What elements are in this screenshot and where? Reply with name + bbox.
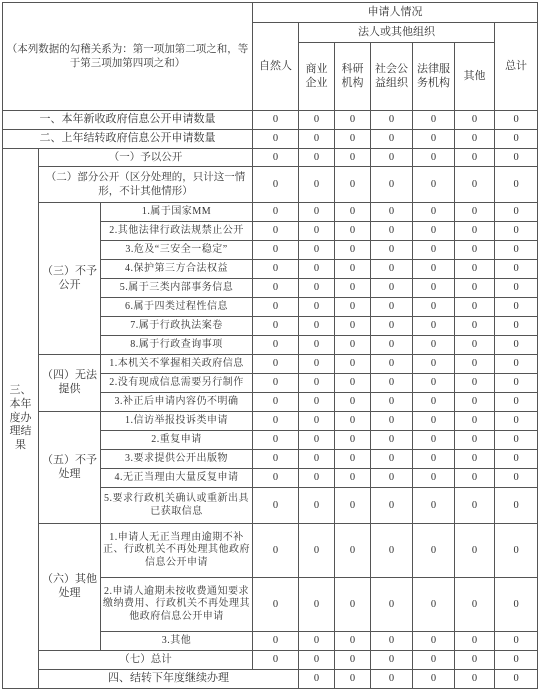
- cell-value: 0: [335, 578, 371, 632]
- table-row: [3, 524, 538, 578]
- cell-value: 0: [495, 412, 538, 431]
- cell-value: 0: [335, 317, 371, 336]
- cell-value: 0: [495, 355, 538, 374]
- cell-value: 0: [413, 130, 455, 149]
- cell-value: 0: [371, 670, 413, 689]
- cell-value: 0: [371, 393, 413, 412]
- cell-value: 0: [253, 298, 299, 317]
- cell-value: 0: [335, 524, 371, 578]
- cell-value: 0: [335, 651, 371, 670]
- cell-value: 0: [455, 355, 495, 374]
- cell-value: 0: [253, 241, 299, 260]
- cell-value: 0: [335, 241, 371, 260]
- cell-value: 0: [253, 412, 299, 431]
- subitem: 3.补正后申请内容仍不明确: [101, 393, 253, 412]
- cell-value: 0: [335, 279, 371, 298]
- cell-value: 0: [413, 393, 455, 412]
- col-public-welfare: 社会公益组织: [371, 43, 413, 111]
- cell-value: 0: [455, 524, 495, 578]
- cell-value: 0: [495, 670, 538, 689]
- cell-value: 0: [413, 412, 455, 431]
- col-other: 其他: [455, 43, 495, 111]
- cell-value: 0: [413, 203, 455, 222]
- cell-value: 0: [371, 149, 413, 167]
- cell-value: 0: [455, 450, 495, 469]
- cell-value: 0: [455, 317, 495, 336]
- subitem: 1.属于国家MM: [101, 203, 253, 222]
- cell-value: 0: [413, 524, 455, 578]
- cell-value: 0: [495, 524, 538, 578]
- header-note: （本列数据的勾稽关系为：第一项加第二项之和，等于第三项加第四项之和）: [3, 3, 253, 111]
- cell-value: 0: [413, 355, 455, 374]
- cell-value: 0: [495, 203, 538, 222]
- subitem: 4.无正当理由大量反复申请: [101, 469, 253, 488]
- cell-value: 0: [371, 241, 413, 260]
- cell-value: 0: [335, 336, 371, 355]
- cell-value: 0: [253, 450, 299, 469]
- cell-value: 0: [455, 222, 495, 241]
- cell-value: 0: [455, 298, 495, 317]
- cell-value: 0: [299, 670, 335, 689]
- cell-value: 0: [299, 149, 335, 167]
- cell-value: 0: [371, 222, 413, 241]
- row-carried-requests: 二、上年结转政府信息公开申请数量: [3, 130, 253, 149]
- cell-value: 0: [335, 431, 371, 450]
- cell-value: 0: [413, 431, 455, 450]
- cell-value: 0: [253, 130, 299, 149]
- cell-value: 0: [413, 111, 455, 130]
- cell-value: 0: [253, 374, 299, 393]
- cell-value: 0: [371, 412, 413, 431]
- cell-value: 0: [253, 632, 299, 651]
- cell-value: 0: [371, 279, 413, 298]
- cell-value: 0: [253, 488, 299, 524]
- cell-value: 0: [413, 149, 455, 167]
- cell-value: 0: [299, 651, 335, 670]
- cell-value: 0: [495, 450, 538, 469]
- result-not-processed: （五）不予处理: [39, 412, 101, 524]
- subitem: 3.危及“三安全一稳定”: [101, 241, 253, 260]
- cell-value: 0: [455, 279, 495, 298]
- cell-value: 0: [299, 412, 335, 431]
- cell-value: 0: [371, 524, 413, 578]
- cell-value: 0: [371, 111, 413, 130]
- col-natural-person: 自然人: [253, 23, 299, 111]
- result-partial: （二）部分公开（区分处理的，只计这一情形，不计其他情形）: [39, 167, 253, 203]
- cell-value: 0: [335, 130, 371, 149]
- cell-value: 0: [455, 336, 495, 355]
- cell-value: 0: [495, 336, 538, 355]
- subitem: 1.信访举报投诉类申请: [101, 412, 253, 431]
- cell-value: 0: [335, 111, 371, 130]
- cell-value: 0: [413, 167, 455, 203]
- cell-value: 0: [299, 431, 335, 450]
- cell-value: 0: [455, 130, 495, 149]
- cell-value: 0: [335, 355, 371, 374]
- cell-value: 0: [455, 431, 495, 450]
- cell-value: 0: [335, 488, 371, 524]
- cell-value: 0: [455, 241, 495, 260]
- subitem: 7.属于行政执法案卷: [101, 317, 253, 336]
- cell-value: 0: [413, 488, 455, 524]
- cell-value: 0: [495, 260, 538, 279]
- subitem: 8.属于行政查询事项: [101, 336, 253, 355]
- cell-value: 0: [371, 130, 413, 149]
- cell-value: 0: [495, 469, 538, 488]
- table-row: [3, 111, 538, 130]
- cell-value: 0: [455, 374, 495, 393]
- header-applicant: 申请人情况: [253, 3, 538, 23]
- subitem: 3.要求提供公开出版物: [101, 450, 253, 469]
- cell-value: 0: [253, 355, 299, 374]
- subitem: 2.其他法律行政法规禁止公开: [101, 222, 253, 241]
- cell-value: 0: [371, 260, 413, 279]
- subitem: 1.本机关不掌握相关政府信息: [101, 355, 253, 374]
- row-results: 三、本年度办理结果: [3, 149, 39, 689]
- cell-value: 0: [299, 393, 335, 412]
- subitem: 2.重复申请: [101, 431, 253, 450]
- cell-value: 0: [253, 431, 299, 450]
- col-legal-service: 法律服务机构: [413, 43, 455, 111]
- result-total: （七）总计: [39, 651, 253, 670]
- cell-value: 0: [495, 393, 538, 412]
- table-row: [3, 651, 538, 670]
- subitem: 4.保护第三方合法权益: [101, 260, 253, 279]
- cell-value: 0: [495, 431, 538, 450]
- cell-value: 0: [253, 203, 299, 222]
- cell-value: 0: [299, 317, 335, 336]
- cell-value: 0: [335, 670, 371, 689]
- result-withheld: （三）不予公开: [39, 203, 101, 355]
- cell-value: 0: [253, 469, 299, 488]
- cell-value: 0: [371, 336, 413, 355]
- cell-value: 0: [335, 260, 371, 279]
- cell-value: 0: [495, 279, 538, 298]
- cell-value: 0: [253, 260, 299, 279]
- table-row: [3, 670, 538, 689]
- cell-value: 0: [371, 651, 413, 670]
- cell-value: 0: [253, 222, 299, 241]
- cell-value: 0: [371, 431, 413, 450]
- cell-value: 0: [299, 450, 335, 469]
- cell-value: 0: [299, 241, 335, 260]
- cell-value: 0: [495, 241, 538, 260]
- result-other: （六）其他处理: [39, 524, 101, 651]
- subitem: 5.属于三类内部事务信息: [101, 279, 253, 298]
- cell-value: 0: [413, 632, 455, 651]
- cell-value: 0: [299, 524, 335, 578]
- cell-value: 0: [299, 336, 335, 355]
- cell-value: 0: [335, 374, 371, 393]
- cell-value: 0: [495, 488, 538, 524]
- cell-value: 0: [413, 222, 455, 241]
- table-row: [3, 412, 538, 431]
- cell-value: 0: [253, 524, 299, 578]
- cell-value: 0: [253, 111, 299, 130]
- row-carry-forward: 四、结转下年度继续办理: [39, 670, 299, 689]
- cell-value: 0: [413, 651, 455, 670]
- cell-value: 0: [413, 450, 455, 469]
- cell-value: 0: [335, 222, 371, 241]
- cell-value: 0: [413, 336, 455, 355]
- cell-value: 0: [495, 167, 538, 203]
- cell-value: 0: [371, 317, 413, 336]
- cell-value: 0: [371, 298, 413, 317]
- cell-value: 0: [335, 203, 371, 222]
- cell-value: 0: [299, 374, 335, 393]
- cell-value: 0: [495, 130, 538, 149]
- col-business: 商业企业: [299, 43, 335, 111]
- cell-value: 0: [371, 167, 413, 203]
- table-row: [3, 130, 538, 149]
- table-row: [3, 203, 538, 222]
- cell-value: 0: [413, 374, 455, 393]
- cell-value: 0: [495, 222, 538, 241]
- cell-value: 0: [495, 149, 538, 167]
- cell-value: 0: [455, 393, 495, 412]
- cell-value: 0: [335, 298, 371, 317]
- cell-value: 0: [299, 111, 335, 130]
- cell-value: 0: [371, 578, 413, 632]
- cell-value: 0: [253, 578, 299, 632]
- cell-value: 0: [455, 670, 495, 689]
- cell-value: 0: [455, 469, 495, 488]
- subitem: 2.没有现成信息需要另行制作: [101, 374, 253, 393]
- cell-value: 0: [299, 279, 335, 298]
- cell-value: 0: [495, 374, 538, 393]
- cell-value: 0: [335, 632, 371, 651]
- cell-value: 0: [413, 670, 455, 689]
- cell-value: 0: [299, 203, 335, 222]
- subitem: 6.属于四类过程性信息: [101, 298, 253, 317]
- cell-value: 0: [371, 355, 413, 374]
- cell-value: 0: [413, 469, 455, 488]
- subitem: 1.申请人无正当理由逾期不补正、行政机关不再处理其他政府信息公开申请: [101, 524, 253, 578]
- cell-value: 0: [299, 632, 335, 651]
- row-new-requests: 一、本年新收政府信息公开申请数量: [3, 111, 253, 130]
- table-row: [3, 355, 538, 374]
- result-unable: （四）无法提供: [39, 355, 101, 412]
- cell-value: 0: [299, 260, 335, 279]
- cell-value: 0: [371, 374, 413, 393]
- cell-value: 0: [413, 241, 455, 260]
- cell-value: 0: [371, 488, 413, 524]
- cell-value: 0: [413, 317, 455, 336]
- cell-value: 0: [371, 203, 413, 222]
- table-row: [3, 167, 538, 203]
- cell-value: 0: [495, 578, 538, 632]
- cell-value: 0: [495, 111, 538, 130]
- cell-value: 0: [253, 279, 299, 298]
- cell-value: 0: [299, 578, 335, 632]
- cell-value: 0: [413, 279, 455, 298]
- cell-value: 0: [253, 393, 299, 412]
- cell-value: 0: [253, 651, 299, 670]
- header-legal: 法人或其他组织: [299, 23, 495, 43]
- cell-value: 0: [495, 632, 538, 651]
- cell-value: 0: [455, 260, 495, 279]
- cell-value: 0: [253, 167, 299, 203]
- cell-value: 0: [299, 298, 335, 317]
- cell-value: 0: [299, 469, 335, 488]
- cell-value: 0: [299, 130, 335, 149]
- cell-value: 0: [299, 222, 335, 241]
- cell-value: 0: [455, 651, 495, 670]
- cell-value: 0: [455, 167, 495, 203]
- cell-value: 0: [335, 412, 371, 431]
- cell-value: 0: [253, 149, 299, 167]
- cell-value: 0: [455, 149, 495, 167]
- cell-value: 0: [253, 336, 299, 355]
- cell-value: 0: [253, 317, 299, 336]
- cell-value: 0: [413, 260, 455, 279]
- col-total: 总计: [495, 23, 538, 111]
- cell-value: 0: [495, 298, 538, 317]
- cell-value: 0: [495, 317, 538, 336]
- cell-value: 0: [299, 355, 335, 374]
- result-disclosed: （一）予以公开: [39, 149, 253, 167]
- cell-value: 0: [455, 203, 495, 222]
- subitem: 5.要求行政机关确认或重新出具已获取信息: [101, 488, 253, 524]
- cell-value: 0: [371, 450, 413, 469]
- cell-value: 0: [455, 488, 495, 524]
- cell-value: 0: [335, 469, 371, 488]
- cell-value: 0: [495, 651, 538, 670]
- cell-value: 0: [371, 469, 413, 488]
- cell-value: 0: [455, 632, 495, 651]
- subitem: 2.申请人逾期未按收费通知要求缴纳费用、行政机关不再处理其他政府信息公开申请: [101, 578, 253, 632]
- cell-value: 0: [455, 111, 495, 130]
- cell-value: 0: [335, 393, 371, 412]
- cell-value: 0: [413, 298, 455, 317]
- cell-value: 0: [371, 632, 413, 651]
- cell-value: 0: [299, 488, 335, 524]
- cell-value: 0: [299, 167, 335, 203]
- statistics-table: [2, 2, 538, 689]
- table-row: [3, 149, 538, 167]
- cell-value: 0: [455, 412, 495, 431]
- cell-value: 0: [335, 149, 371, 167]
- cell-value: 0: [455, 578, 495, 632]
- subitem: 3.其他: [101, 632, 253, 651]
- cell-value: 0: [335, 450, 371, 469]
- cell-value: 0: [413, 578, 455, 632]
- col-research: 科研机构: [335, 43, 371, 111]
- cell-value: 0: [335, 167, 371, 203]
